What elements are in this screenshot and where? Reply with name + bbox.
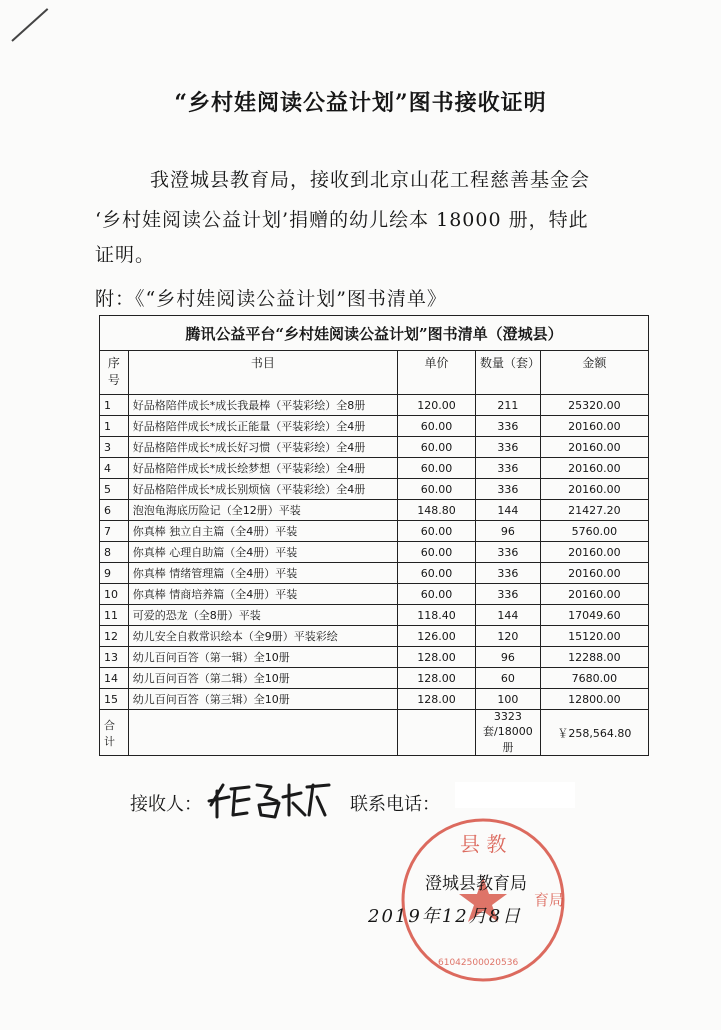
- row-qty: 60: [476, 668, 541, 689]
- row-amount: 20160.00: [540, 458, 648, 479]
- row-amount: 5760.00: [540, 521, 648, 542]
- row-qty: 336: [476, 584, 541, 605]
- row-price: 60.00: [398, 458, 476, 479]
- table-row: [100, 521, 649, 542]
- table-row: [100, 689, 649, 710]
- total-empty-price: [398, 710, 476, 756]
- row-amount: 15120.00: [540, 626, 648, 647]
- row-index: 7: [100, 521, 129, 542]
- row-book: 泡泡龟海底历险记（全12册）平装: [128, 500, 397, 521]
- official-seal: [398, 815, 568, 985]
- table-row: [100, 395, 649, 416]
- seal-serial: 61042500020536: [438, 958, 519, 968]
- row-book: 你真棒 情商培养篇（全4册）平装: [128, 584, 397, 605]
- total-qty: 3323套/18000册: [476, 710, 541, 756]
- row-price: 118.40: [398, 605, 476, 626]
- row-index: 12: [100, 626, 129, 647]
- row-amount: 25320.00: [540, 395, 648, 416]
- seal-text-top: 县 教: [460, 832, 507, 856]
- table-row: [100, 458, 649, 479]
- row-book: 好品格陪伴成长*成长别烦恼（平装彩绘）全4册: [128, 479, 397, 500]
- table-caption: 腾讯公益平台“乡村娃阅读公益计划”图书清单（澄城县）: [100, 316, 649, 351]
- row-index: 3: [100, 437, 129, 458]
- phone-label: 联系电话：: [350, 794, 440, 815]
- row-index: 8: [100, 542, 129, 563]
- row-qty: 211: [476, 395, 541, 416]
- row-index: 11: [100, 605, 129, 626]
- row-book: 可爱的恐龙（全8册）平装: [128, 605, 397, 626]
- row-price: 60.00: [398, 584, 476, 605]
- receiver-signature: [205, 775, 335, 821]
- row-qty: 96: [476, 521, 541, 542]
- row-qty: 336: [476, 416, 541, 437]
- row-index: 1: [100, 416, 129, 437]
- row-price: 148.80: [398, 500, 476, 521]
- row-qty: 336: [476, 458, 541, 479]
- row-qty: 144: [476, 605, 541, 626]
- table-row: [100, 626, 649, 647]
- row-amount: 20160.00: [540, 416, 648, 437]
- body-line-3: 证明。: [95, 244, 156, 266]
- total-empty-book: [128, 710, 397, 756]
- header-qty: 数量（套）: [476, 351, 541, 395]
- row-amount: 20160.00: [540, 563, 648, 584]
- row-index: 5: [100, 479, 129, 500]
- row-index: 13: [100, 647, 129, 668]
- row-amount: 12800.00: [540, 689, 648, 710]
- table-row: [100, 647, 649, 668]
- row-book: 你真棒 心理自助篇（全4册）平装: [128, 542, 397, 563]
- row-book: 幼儿百问百答（第三辑）全10册: [128, 689, 397, 710]
- row-book: 幼儿百问百答（第一辑）全10册: [128, 647, 397, 668]
- header-amount: 金额: [540, 351, 648, 395]
- redacted-phone: [455, 782, 575, 808]
- row-amount: 20160.00: [540, 479, 648, 500]
- row-price: 60.00: [398, 563, 476, 584]
- table-row: [100, 668, 649, 689]
- table-row: [100, 416, 649, 437]
- row-amount: 20160.00: [540, 437, 648, 458]
- total-label: 合计: [100, 710, 129, 756]
- row-book: 幼儿百问百答（第二辑）全10册: [128, 668, 397, 689]
- row-price: 120.00: [398, 395, 476, 416]
- table-row: [100, 605, 649, 626]
- row-book: 好品格陪伴成长*成长正能量（平装彩绘）全4册: [128, 416, 397, 437]
- row-index: 1: [100, 395, 129, 416]
- table-row: [100, 563, 649, 584]
- table-row: [100, 542, 649, 563]
- table-row: [100, 500, 649, 521]
- total-amount: ￥258,564.80: [540, 710, 648, 756]
- row-price: 60.00: [398, 521, 476, 542]
- row-index: 6: [100, 500, 129, 521]
- receiver-label: 接收人：: [130, 794, 202, 815]
- seal-text-right: 育局: [534, 891, 565, 909]
- row-price: 60.00: [398, 416, 476, 437]
- row-index: 14: [100, 668, 129, 689]
- row-amount: 17049.60: [540, 605, 648, 626]
- attachment-note: 附：《“乡村娃阅读公益计划”图书清单》: [95, 288, 447, 310]
- document-title: “乡村娃阅读公益计划”图书接收证明: [174, 90, 547, 116]
- table-body: [100, 395, 649, 710]
- row-amount: 12288.00: [540, 647, 648, 668]
- row-index: 9: [100, 563, 129, 584]
- row-price: 60.00: [398, 479, 476, 500]
- row-index: 15: [100, 689, 129, 710]
- row-qty: 336: [476, 479, 541, 500]
- row-book: 好品格陪伴成长*成长好习惯（平装彩绘）全4册: [128, 437, 397, 458]
- row-qty: 96: [476, 647, 541, 668]
- header-price: 单价: [398, 351, 476, 395]
- row-amount: 20160.00: [540, 542, 648, 563]
- total-row: [100, 710, 649, 756]
- header-book: 书目: [128, 351, 397, 395]
- row-qty: 100: [476, 689, 541, 710]
- table-row: [100, 584, 649, 605]
- row-price: 128.00: [398, 689, 476, 710]
- row-book: 幼儿安全自救常识绘本（全9册）平装彩绘: [128, 626, 397, 647]
- organization-name: 澄城县教育局: [425, 874, 527, 894]
- row-price: 128.00: [398, 668, 476, 689]
- row-price: 60.00: [398, 542, 476, 563]
- row-qty: 336: [476, 542, 541, 563]
- row-index: 10: [100, 584, 129, 605]
- row-amount: 20160.00: [540, 584, 648, 605]
- row-amount: 7680.00: [540, 668, 648, 689]
- row-book: 好品格陪伴成长*成长绘梦想（平装彩绘）全4册: [128, 458, 397, 479]
- row-qty: 336: [476, 563, 541, 584]
- row-price: 126.00: [398, 626, 476, 647]
- row-book: 你真棒 情绪管理篇（全4册）平装: [128, 563, 397, 584]
- table-row: [100, 437, 649, 458]
- row-book: 好品格陪伴成长*成长我最棒（平装彩绘）全8册: [128, 395, 397, 416]
- signing-date: 2019年12月8日: [368, 906, 523, 927]
- row-qty: 120: [476, 626, 541, 647]
- table-row: [100, 479, 649, 500]
- pen-mark: [11, 8, 48, 42]
- row-book: 你真棒 独立自主篇（全4册）平装: [128, 521, 397, 542]
- row-qty: 144: [476, 500, 541, 521]
- row-amount: 21427.20: [540, 500, 648, 521]
- book-list-table: [99, 315, 649, 756]
- body-line-2: ‘乡村娃阅读公益计划’捐赠的幼儿绘本 18000 册，特此: [95, 209, 589, 231]
- row-price: 60.00: [398, 437, 476, 458]
- body-line-1: 我澄城县教育局，接收到北京山花工程慈善基金会: [150, 169, 591, 191]
- row-price: 128.00: [398, 647, 476, 668]
- row-qty: 336: [476, 437, 541, 458]
- row-index: 4: [100, 458, 129, 479]
- header-index: 序号: [100, 351, 129, 395]
